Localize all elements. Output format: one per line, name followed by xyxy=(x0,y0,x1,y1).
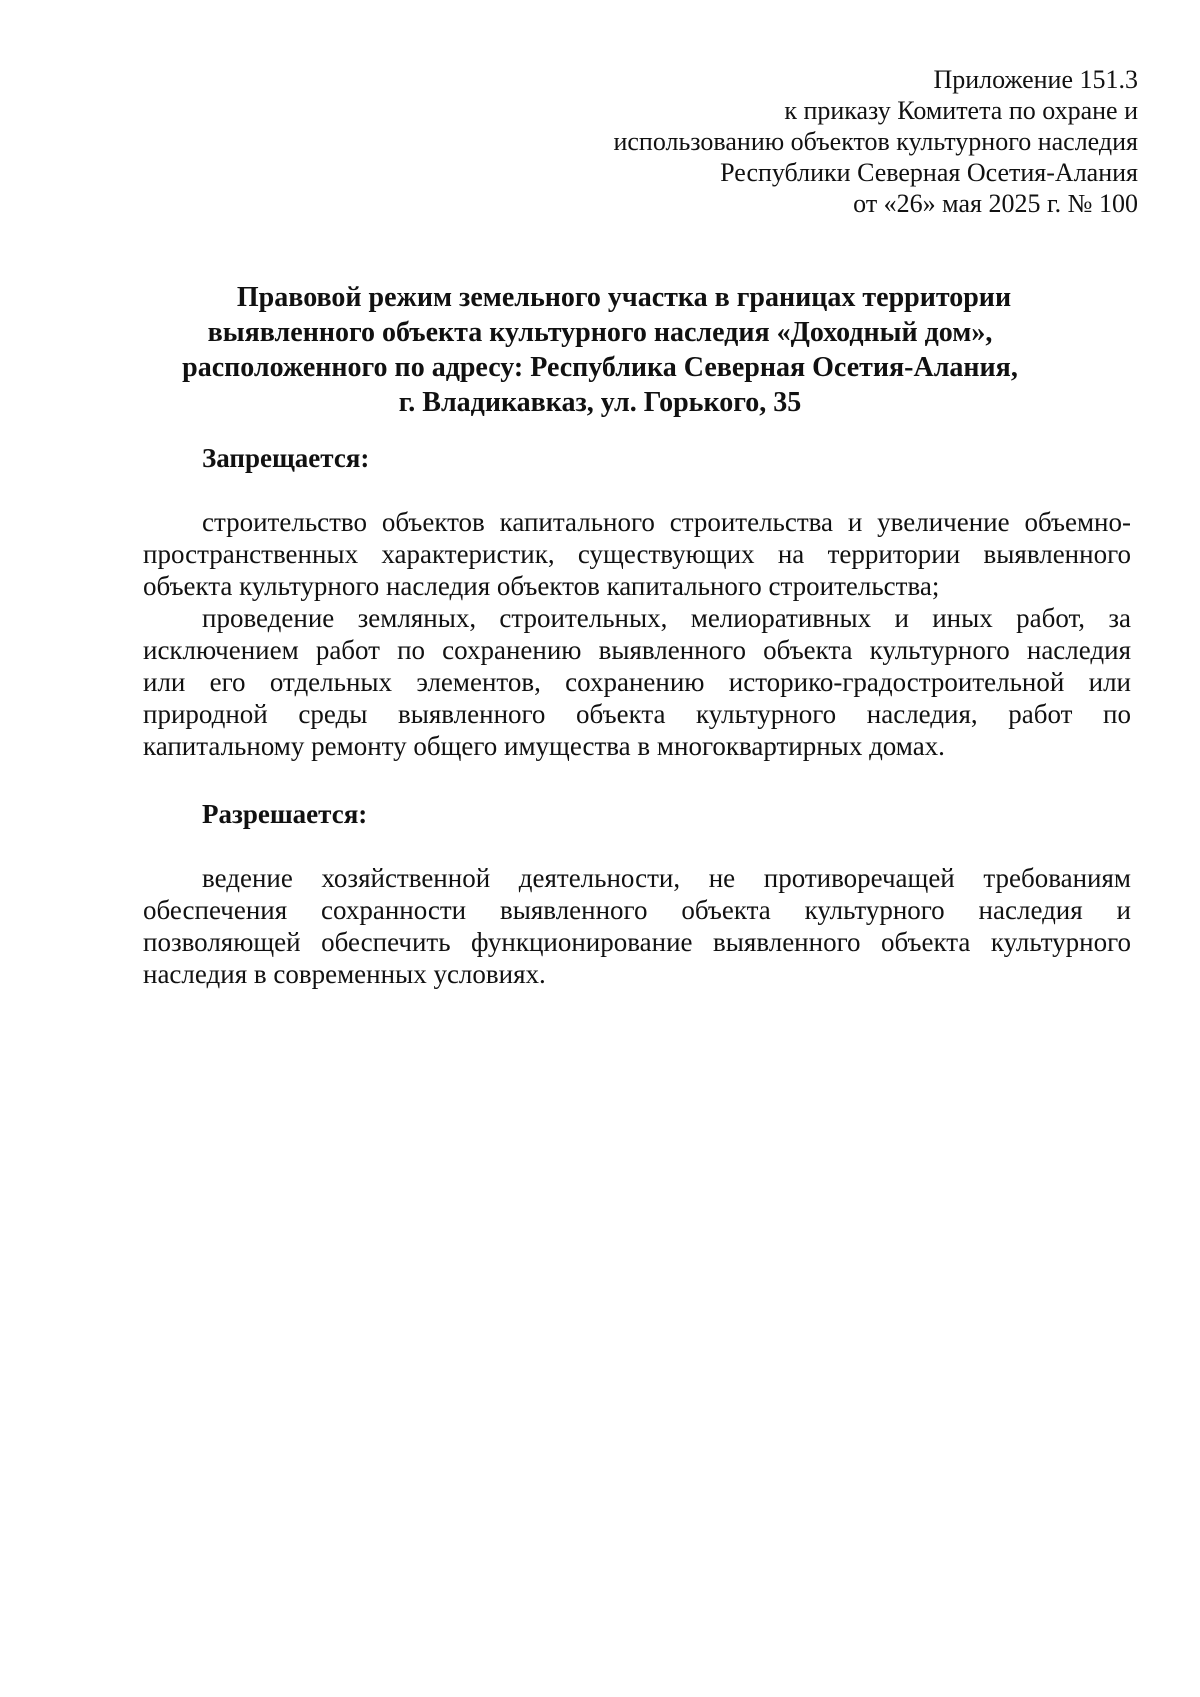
paragraph-line: исключением работ по сохранению выявленного объекта культурного наследия xyxy=(143,635,1131,665)
appendix-reference xyxy=(438,64,1138,219)
title-line: выявленного объекта культурного наследия «Доходный дом», xyxy=(207,317,993,348)
section-heading-forbidden: Запрещается: xyxy=(202,443,370,473)
paragraph-line: ведение хозяйственной деятельности, не противоречащей требованиям xyxy=(202,863,1131,893)
paragraph-line: позволяющей обеспечить функционирование выявленного объекта культурного xyxy=(143,927,1131,957)
title-line: расположенного по адресу: Республика Северная Осетия-Алания, xyxy=(182,352,1018,383)
paragraph-line: проведение земляных, строительных, мелиоративных и иных работ, за xyxy=(202,603,1131,633)
appendix-number: Приложение 151.3 xyxy=(933,65,1138,94)
section-allowed-body xyxy=(143,862,1131,990)
paragraph-line: пространственных характеристик, существующих на территории выявленного xyxy=(143,539,1131,569)
section-heading-allowed: Разрешается: xyxy=(202,799,368,829)
title-line: Правовой режим земельного участка в границах территории xyxy=(236,282,1012,313)
paragraph-line: объекта культурного наследия объектов капитального строительства; xyxy=(143,571,940,601)
paragraph-line: строительство объектов капитального строительства и увеличение объемно- xyxy=(202,507,1131,537)
forbidden-paragraph xyxy=(143,506,1131,602)
appendix-order-line: к приказу Комитета по охране и xyxy=(784,96,1138,125)
title-line: г. Владикавказ, ул. Горького, 35 xyxy=(398,387,802,418)
allowed-paragraph xyxy=(143,862,1131,990)
document-title xyxy=(140,280,1060,420)
appendix-committee-line: использованию объектов культурного наследия xyxy=(613,127,1138,156)
section-forbidden-body xyxy=(143,506,1131,762)
appendix-date-line: от «26» мая 2025 г. № 100 xyxy=(853,189,1138,218)
paragraph-line: наследия в современных условиях. xyxy=(143,959,546,989)
appendix-republic-line: Республики Северная Осетия-Алания xyxy=(720,158,1138,187)
paragraph-line: обеспечения сохранности выявленного объекта культурного наследия и xyxy=(143,895,1131,925)
paragraph-line: капитальному ремонту общего имущества в многоквартирных домах. xyxy=(143,731,945,761)
forbidden-paragraph xyxy=(143,602,1131,762)
paragraph-line: природной среды выявленного объекта культурного наследия, работ по xyxy=(143,699,1131,729)
paragraph-line: или его отдельных элементов, сохранению историко-градостроительной или xyxy=(143,667,1131,697)
